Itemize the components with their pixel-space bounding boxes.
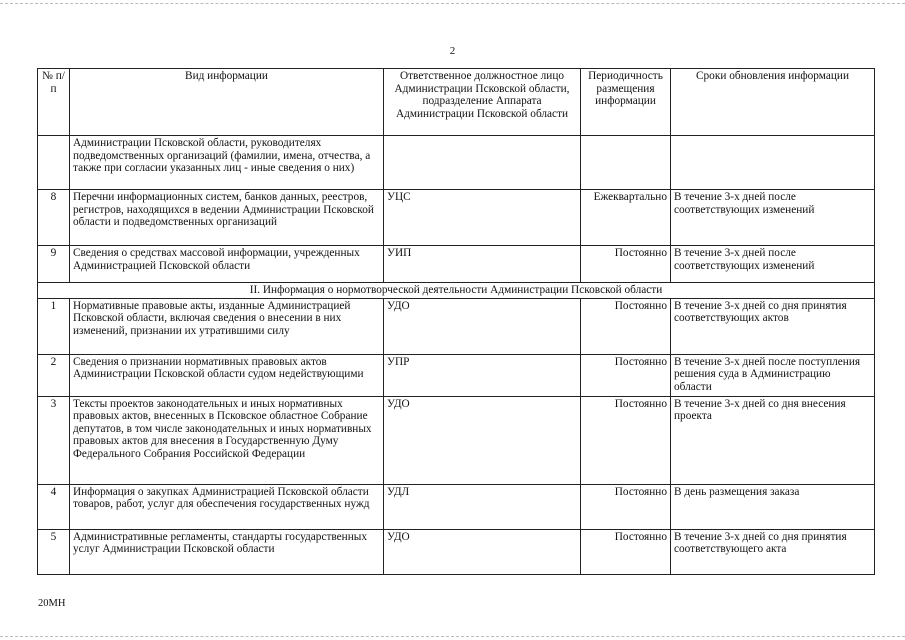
cell-responsible: УДО (384, 396, 581, 484)
cell-number: 1 (38, 298, 70, 354)
table-row (38, 354, 875, 396)
cell-deadline: В течение 3-х дней со дня принятия соответствующих актов (671, 298, 875, 354)
cell-periodicity: Ежеквартально (581, 190, 671, 246)
cell-responsible: УДЛ (384, 484, 581, 529)
table-header-row (38, 69, 875, 136)
cell-responsible: УДО (384, 529, 581, 574)
cell-periodicity: Постоянно (581, 484, 671, 529)
scan-edge-top (0, 3, 905, 4)
cell-number (38, 136, 70, 190)
cell-responsible: УИП (384, 246, 581, 283)
cell-deadline: В течение 3-х дней после соответствующих изменений (671, 190, 875, 246)
table-row (38, 136, 875, 190)
cell-number: 3 (38, 396, 70, 484)
page-number: 2 (449, 45, 456, 57)
cell-responsible (384, 136, 581, 190)
cell-periodicity: Постоянно (581, 396, 671, 484)
cell-info-type: Нормативные правовые акты, изданные Администрацией Псковской области, включая сведения о внесении в них изменений, признании их утратившими силу (70, 298, 384, 354)
information-table (37, 68, 875, 575)
cell-number: 8 (38, 190, 70, 246)
header-number: № п/п (38, 69, 70, 136)
cell-responsible: УЦС (384, 190, 581, 246)
cell-periodicity: Постоянно (581, 246, 671, 283)
cell-periodicity: Постоянно (581, 298, 671, 354)
table-body-part2 (38, 298, 875, 574)
cell-deadline: В течение 3-х дней со дня принятия соответствующего акта (671, 529, 875, 574)
cell-info-type: Тексты проектов законодательных и иных нормативных правовых актов, внесенных в Псковское областное Собрание депутатов, в том числе законодательных и иных нормативных правовых актов для внесения в Государственную Думу Федерального Собрания Российской Федерации (70, 396, 384, 484)
table-section (38, 283, 875, 299)
cell-periodicity: Постоянно (581, 529, 671, 574)
scan-edge-bottom (0, 636, 905, 637)
table-row (38, 246, 875, 283)
header-responsible: Ответственное должностное лицо Администрации Псковской области, подразделение Аппарата Администрации Псковской области (384, 69, 581, 136)
cell-periodicity: Постоянно (581, 354, 671, 396)
cell-info-type: Сведения о средствах массовой информации, учрежденных Администрацией Псковской области (70, 246, 384, 283)
table-row (38, 484, 875, 529)
cell-periodicity (581, 136, 671, 190)
cell-number: 4 (38, 484, 70, 529)
cell-number: 9 (38, 246, 70, 283)
cell-deadline: В течение 3-х дней после поступления решения суда в Администрацию области (671, 354, 875, 396)
header-deadline: Сроки обновления информации (671, 69, 875, 136)
cell-number: 5 (38, 529, 70, 574)
table-row (38, 190, 875, 246)
cell-info-type: Администрации Псковской области, руководителях подведомственных организаций (фамилии, имена, отчества, а также при согласии указанных лиц - иные сведения о них) (70, 136, 384, 190)
table-row (38, 298, 875, 354)
cell-number: 2 (38, 354, 70, 396)
cell-deadline: В течение 3-х дней со дня внесения проекта (671, 396, 875, 484)
section-title: II. Информация о нормотворческой деятельности Администрации Псковской области (38, 283, 875, 299)
table-body-part1 (38, 136, 875, 283)
cell-info-type: Информация о закупках Администрацией Псковской области товаров, работ, услуг для обеспечения государственных нужд (70, 484, 384, 529)
cell-responsible: УПР (384, 354, 581, 396)
cell-deadline: В течение 3-х дней после соответствующих изменений (671, 246, 875, 283)
cell-info-type: Административные регламенты, стандарты государственных услуг Администрации Псковской области (70, 529, 384, 574)
header-periodicity: Периодичность размещения информации (581, 69, 671, 136)
table-row (38, 396, 875, 484)
cell-deadline (671, 136, 875, 190)
cell-responsible: УДО (384, 298, 581, 354)
footer-code: 20МН (38, 598, 66, 609)
cell-info-type: Сведения о признании нормативных правовых актов Администрации Псковской области судом недействующими (70, 354, 384, 396)
cell-deadline: В день размещения заказа (671, 484, 875, 529)
table-row (38, 529, 875, 574)
section-row (38, 283, 875, 299)
cell-info-type: Перечни информационных систем, банков данных, реестров, регистров, находящихся в ведении Администрации Псковской области и подведомственных организаций (70, 190, 384, 246)
header-info-type: Вид информации (70, 69, 384, 136)
